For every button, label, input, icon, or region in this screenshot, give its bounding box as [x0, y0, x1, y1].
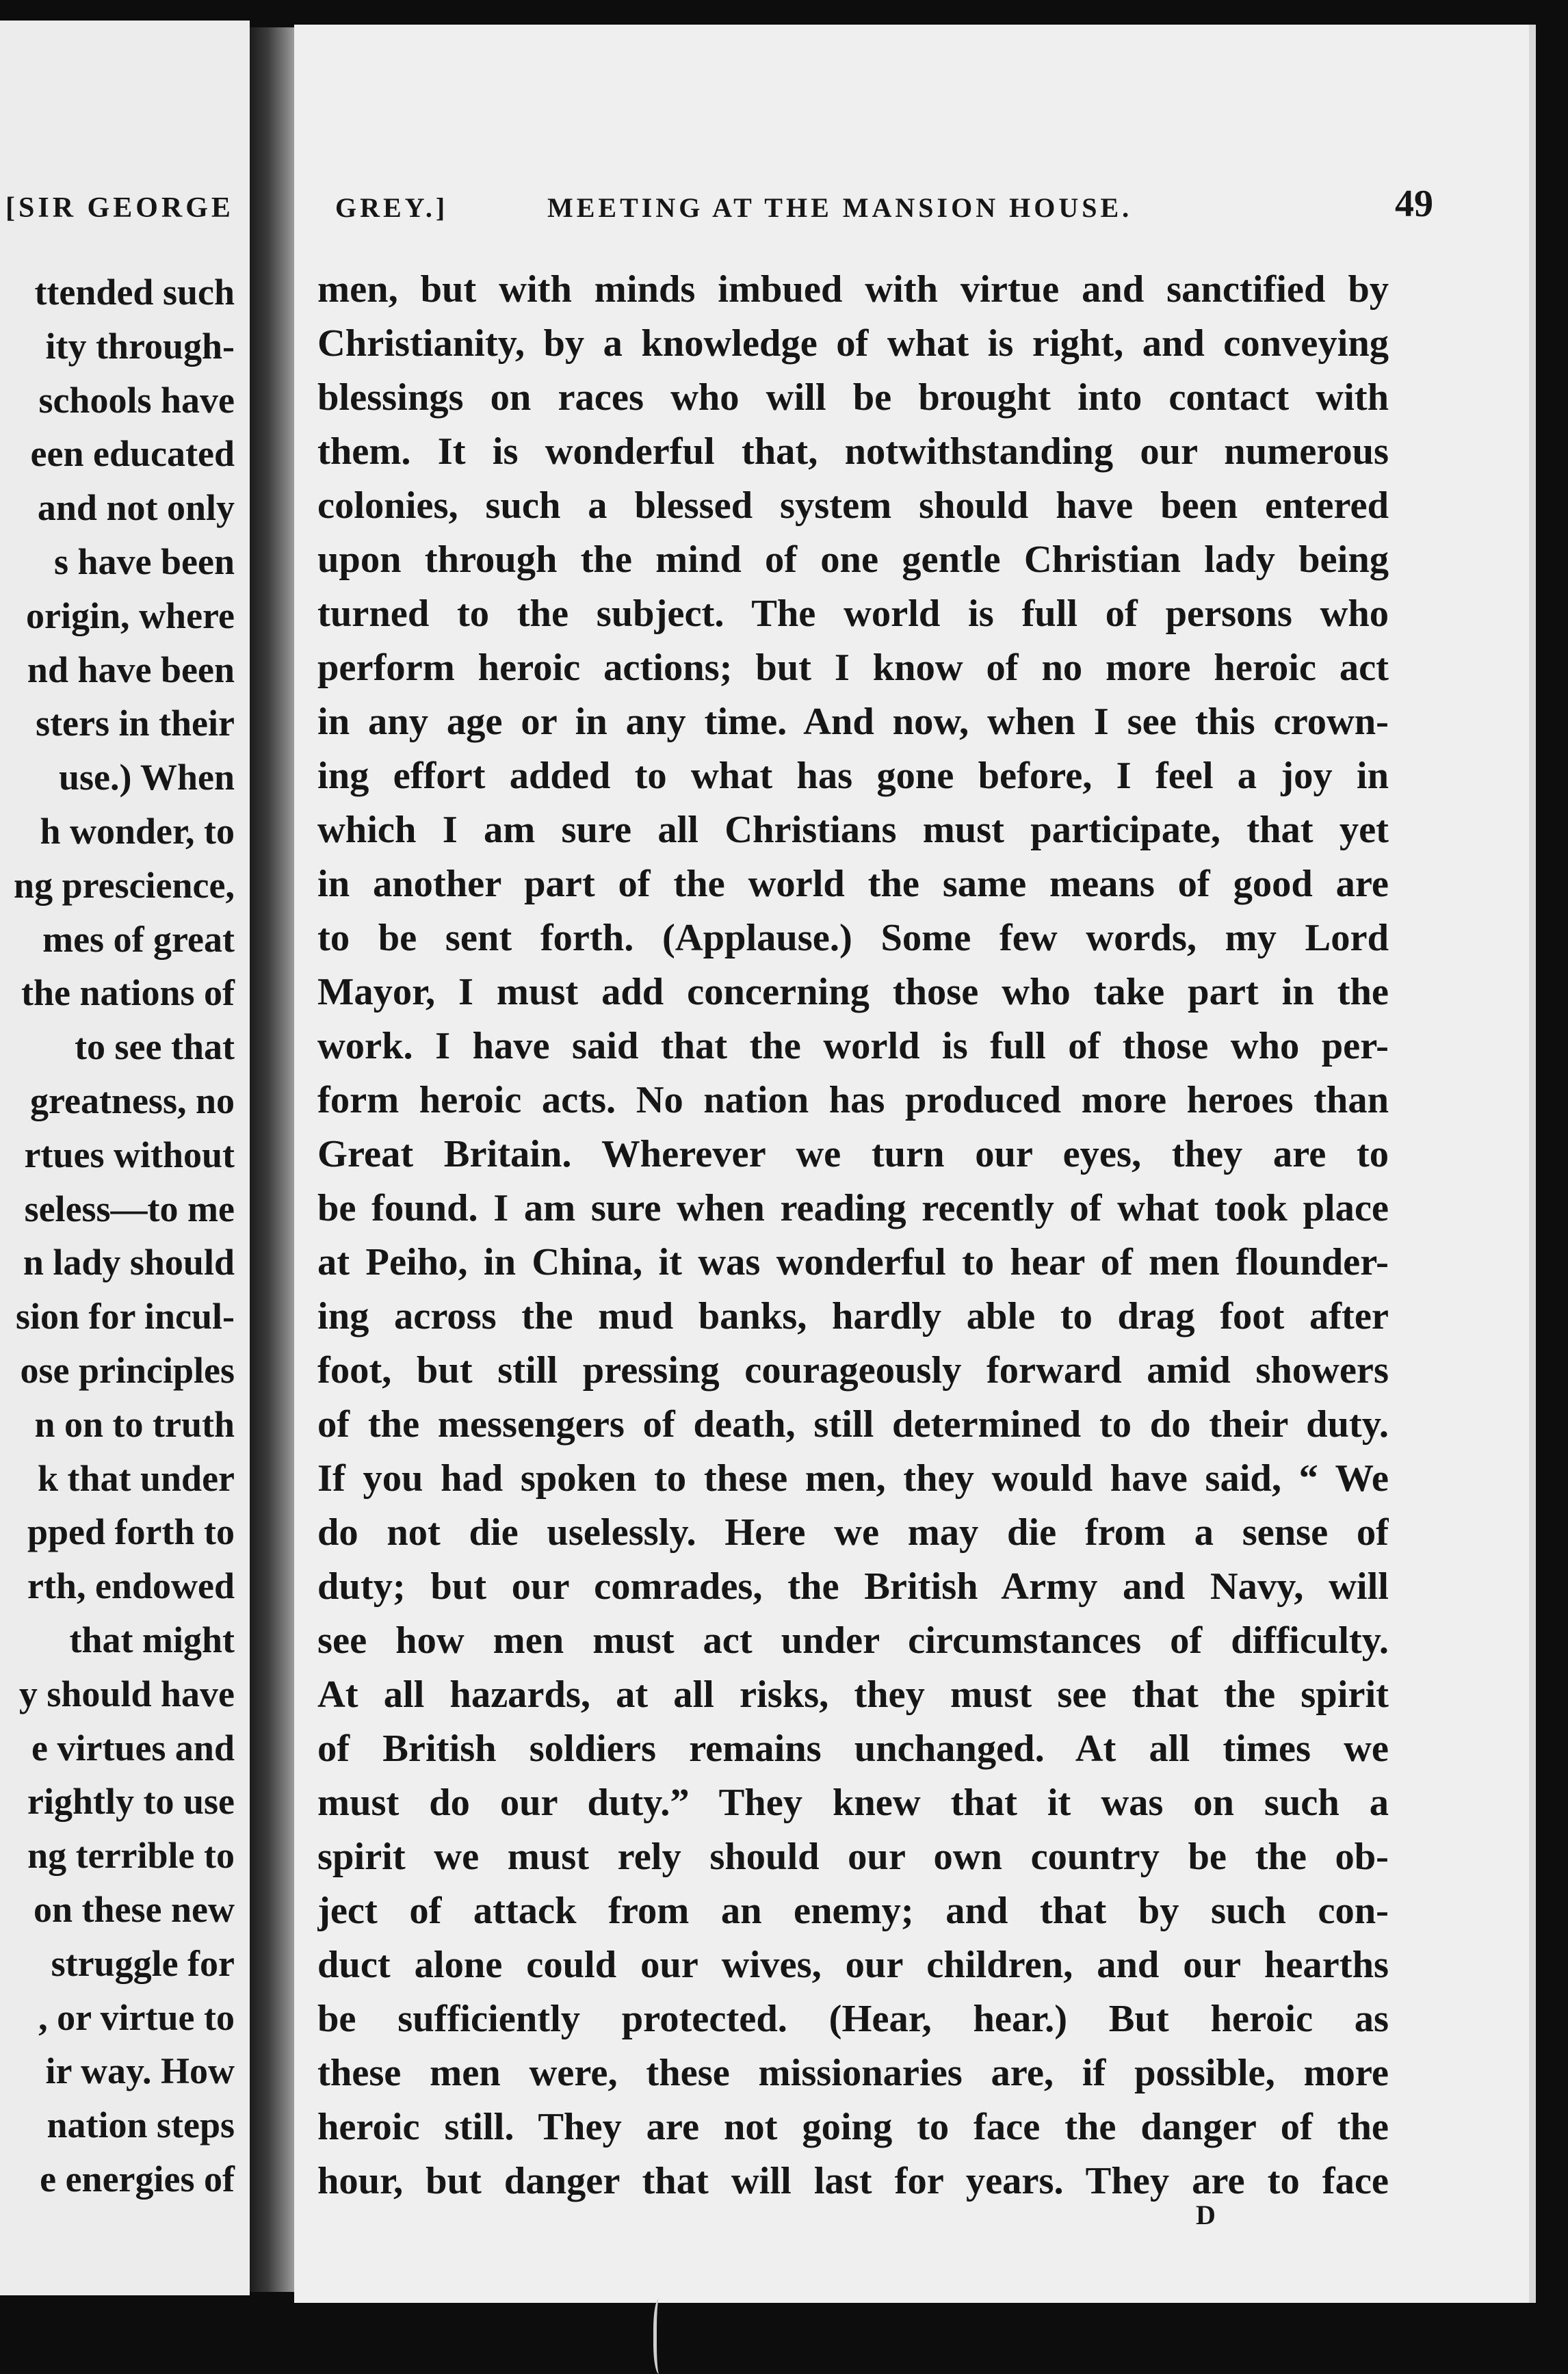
left-text-line: pped forth to	[27, 1511, 235, 1553]
left-text-line: een educated	[30, 433, 235, 475]
text-line: be sufficiently protected. (Hear, hear.) But heroic as	[317, 1998, 1389, 2040]
left-text-line: e virtues and	[31, 1727, 235, 1769]
left-text-line: sion for incul-	[15, 1296, 235, 1338]
text-line: blessings on races who will be brought into contact with	[317, 376, 1389, 419]
text-line: in any age or in any time. And now, when I see this crown-	[317, 701, 1389, 743]
text-line: do not die uselessly. Here we may die from a sense of	[317, 1511, 1389, 1554]
text-line: work. I have said that the world is full of those who per-	[317, 1025, 1389, 1067]
left-text-line: rightly to use	[27, 1781, 235, 1823]
left-text-line: rtues without	[24, 1134, 235, 1175]
left-text-line: ng prescience,	[14, 864, 235, 906]
text-line: ing across the mud banks, hardly able to drag foot after	[317, 1295, 1389, 1338]
text-line: of the messengers of death, still determined to do their duty.	[317, 1403, 1389, 1446]
left-text-line: that might	[69, 1619, 235, 1660]
text-line: Great Britain. Wherever we turn our eyes, they are to	[317, 1133, 1389, 1175]
left-text-line: e energies of	[40, 2158, 235, 2200]
left-text-line: h wonder, to	[40, 810, 235, 852]
text-line: ing effort added to what has gone before, I feel a joy in	[317, 755, 1389, 797]
text-line: be found. I am sure when reading recently of what took place	[317, 1187, 1389, 1229]
book-gutter	[250, 27, 294, 2292]
page-number: 49	[1395, 183, 1433, 225]
left-text-line: n lady should	[23, 1242, 235, 1283]
running-head-left: GREY.]	[335, 192, 449, 223]
text-line: spirit we must rely should our own country be the ob-	[317, 1836, 1389, 1878]
left-text-line: ose principles	[20, 1349, 235, 1391]
left-text-line: s have been	[53, 540, 235, 582]
left-text-line: ir way. How	[45, 2050, 235, 2092]
binding-thread	[653, 2299, 668, 2374]
text-line: perform heroic actions; but I know of no more heroic act	[317, 647, 1389, 689]
text-line: foot, but still pressing courageously forward amid showers	[317, 1349, 1389, 1392]
text-line: see how men must act under circumstances of difficulty.	[317, 1619, 1389, 1662]
text-line: At all hazards, at all risks, they must see that the spirit	[317, 1673, 1389, 1716]
left-text-line: origin, where	[26, 595, 235, 636]
text-line: duct alone could our wives, our children, and our hearths	[317, 1944, 1389, 1986]
text-line: duty; but our comrades, the British Army and Navy, will	[317, 1565, 1389, 1608]
text-line: Christianity, by a knowledge of what is right, and conveying	[317, 322, 1389, 365]
right-page	[294, 25, 1536, 2303]
text-line: men, but with minds imbued with virtue and sanctified by	[317, 268, 1389, 311]
left-text-line: schools have	[38, 379, 235, 421]
left-text-line: greatness, no	[29, 1080, 235, 1121]
text-line: these men were, these missionaries are, if possible, more	[317, 2052, 1389, 2094]
text-line: to be sent forth. (Applause.) Some few words, my Lord	[317, 917, 1389, 959]
left-text-line: ttended such	[34, 272, 235, 313]
text-line: must do our duty.” They knew that it was on such a	[317, 1782, 1389, 1824]
text-line: colonies, such a blessed system should have been entered	[317, 484, 1389, 527]
left-text-line: struggle for	[51, 1942, 235, 1984]
text-line: which I am sure all Christians must participate, that yet	[317, 809, 1389, 851]
page-edge	[1529, 25, 1536, 2303]
text-line: turned to the subject. The world is full of persons who	[317, 592, 1389, 635]
left-text-line: , or virtue to	[38, 1996, 235, 2038]
text-line: Mayor, I must add concerning those who take part in the	[317, 971, 1389, 1013]
left-text-line: mes of great	[42, 918, 235, 960]
text-line: If you had spoken to these men, they would have said, “ We	[317, 1457, 1389, 1500]
text-line: at Peiho, in China, it was wonderful to hear of men flounder-	[317, 1241, 1389, 1283]
left-running-head: [SIR GEORGE	[5, 192, 234, 224]
left-text-line: nation steps	[47, 2104, 235, 2146]
left-text-line: seless—to me	[24, 1188, 235, 1229]
text-line: in another part of the world the same means of good are	[317, 863, 1389, 905]
left-text-line: k that under	[37, 1457, 235, 1499]
left-text-line: ng terrible to	[27, 1835, 235, 1877]
text-line: form heroic acts. No nation has produced more heroes than	[317, 1079, 1389, 1121]
left-text-line: nd have been	[27, 649, 235, 690]
left-text-line: on these new	[34, 1888, 235, 1930]
left-text-line: the nations of	[21, 972, 235, 1014]
text-line: upon through the mind of one gentle Christian lady being	[317, 538, 1389, 581]
left-text-line: ity through-	[45, 325, 235, 367]
left-text-line: rth, endowed	[27, 1565, 235, 1607]
signature-mark: D	[1196, 2200, 1216, 2230]
left-text-line: use.) When	[58, 757, 235, 798]
running-head-title: MEETING AT THE MANSION HOUSE.	[547, 192, 1133, 223]
text-line: heroic still. They are not going to face the danger of the	[317, 2106, 1389, 2148]
text-line: of British soldiers remains unchanged. At all times we	[317, 1727, 1389, 1770]
running-head	[315, 178, 1433, 233]
text-line: ject of attack from an enemy; and that by such con-	[317, 1890, 1389, 1932]
left-text-line: and not only	[37, 487, 235, 529]
left-page-text	[14, 265, 235, 2206]
left-text-line: to see that	[75, 1026, 235, 1068]
page-body-text	[317, 263, 1389, 2208]
text-line: them. It is wonderful that, notwithstanding our numerous	[317, 430, 1389, 473]
left-text-line: n on to truth	[34, 1403, 235, 1445]
text-line: hour, but danger that will last for years. They are to face	[317, 2160, 1389, 2202]
left-text-line: sters in their	[36, 703, 235, 744]
left-page	[0, 21, 250, 2295]
left-text-line: y should have	[18, 1673, 235, 1714]
